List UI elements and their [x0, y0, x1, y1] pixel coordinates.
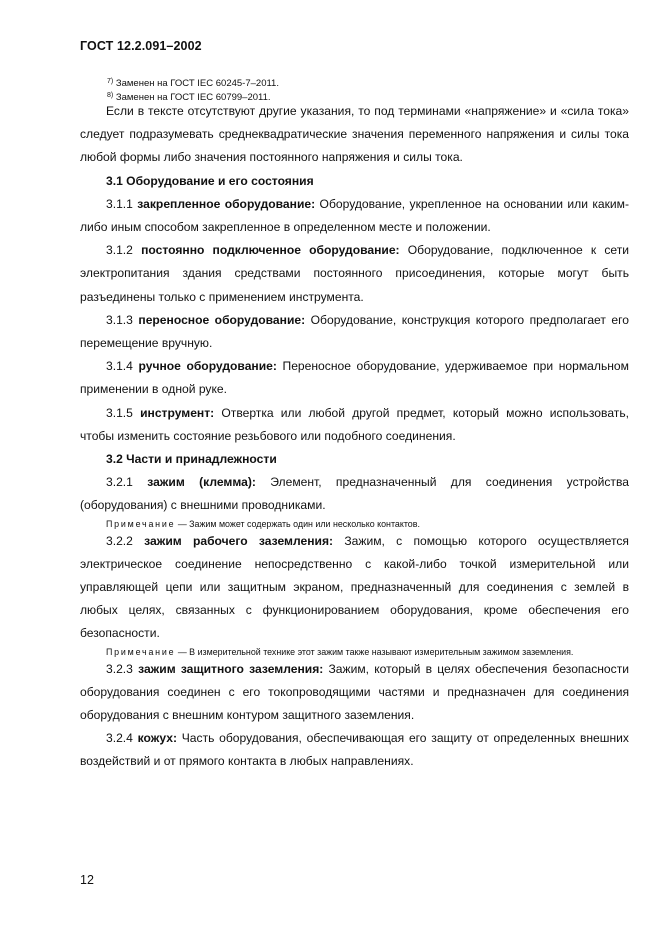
term-3-2-4: [80, 727, 629, 773]
clause-number: 3.1.4: [106, 359, 133, 374]
footnote-text: Заменен на ГОСТ IEC 60799–2011.: [115, 92, 271, 103]
clause-number: 3.1.1: [106, 196, 133, 211]
clause-number: 3.1.2: [106, 243, 133, 258]
note-label: Примечание: [106, 646, 176, 657]
term-3-2-1: [80, 471, 629, 517]
page-number: 12: [80, 873, 94, 887]
footnote-7: [107, 76, 279, 90]
term-3-2-2: [80, 530, 629, 646]
footnote-mark: 7): [107, 78, 114, 85]
term-label: инструмент:: [140, 405, 215, 420]
document-header: ГОСТ 12.2.091–2002: [80, 39, 202, 53]
term-definition: Оборудование, конструкция которого предполагает его перемещение вручную.: [80, 312, 629, 351]
footnote-mark: 8): [107, 92, 114, 99]
term-3-1-2: [80, 239, 629, 309]
note-label: Примечание: [106, 518, 176, 529]
term-definition: Оборудование, подключенное к сети электропитания здания средствами постоянного присоединения, которые могут быть разъединены только с применением инструмента.: [80, 243, 629, 304]
term-3-1-5: [80, 402, 629, 448]
term-definition: Оборудование, укрепленное на основании или каким-либо иным способом закрепленное в определенном месте и положении.: [80, 196, 629, 235]
term-label: зажим (клемма):: [147, 475, 256, 490]
note-3-2-1: [80, 518, 629, 530]
footnote-text: Заменен на ГОСТ IEC 60245-7–2011.: [115, 78, 279, 89]
intro-paragraph: Если в тексте отсутствуют другие указания, то под терминами «напряжение» и «сила тока» следует подразумевать среднеквадратические значения переменного напряжения и силы тока любой формы либо значения постоянного напряжения и силы тока.: [80, 104, 629, 165]
term-definition: Зажим, с помощью которого осуществляется электрическое соединение непосредственно с какой-либо точкой измерительной или управляющей цепи или защитным экраном, предназначенный для соединения с землей в любых целях, связанных с функционированием оборудования, кроме обеспечения его безопасности.: [80, 533, 629, 641]
term-definition: Часть оборудования, обеспечивающая его защиту от определенных внешних воздействий и от прямого контакта в любых направлениях.: [80, 731, 629, 769]
note-text: — Зажим может содержать один или несколько контактов.: [177, 518, 420, 529]
term-label: ручное оборудование:: [138, 359, 277, 374]
term-label: закрепленное оборудование:: [137, 196, 316, 211]
clause-number: 3.1.5: [106, 405, 133, 420]
document-body: [80, 100, 629, 774]
term-definition: Элемент, предназначенный для соединения устройства (оборудования) с внешними проводниками.: [80, 475, 629, 513]
clause-number: 3.2.2: [106, 533, 133, 548]
term-3-1-4: [80, 355, 629, 401]
term-label: зажим рабочего заземления:: [144, 533, 334, 548]
term-3-2-3: [80, 658, 629, 728]
term-label: переносное оборудование:: [138, 312, 306, 327]
clause-number: 3.2.1: [106, 475, 133, 490]
clause-number: 3.2.3: [106, 661, 133, 676]
clause-number: 3.1.3: [106, 312, 133, 327]
term-label: кожух:: [137, 731, 177, 746]
section-heading-3-1: 3.1 Оборудование и его состояния: [106, 173, 314, 188]
clause-number: 3.2.4: [106, 731, 133, 746]
note-text: — В измерительной технике этот зажим также называют измерительным зажимом заземления.: [177, 646, 574, 657]
term-definition: Зажим, который в целях обеспечения безопасности оборудования соединен с его токопроводящими частями и предназначен для соединения оборудования с внешним контуром защитного заземления.: [80, 661, 629, 723]
term-definition: Переносное оборудование, удерживаемое при нормальном применении в одной руке.: [80, 359, 629, 397]
term-3-1-3: [80, 309, 629, 355]
section-heading-3-2: 3.2 Части и принадлежности: [106, 452, 277, 467]
term-label: зажим защитного заземления:: [138, 661, 324, 676]
note-3-2-2: [80, 646, 629, 658]
term-label: постоянно подключенное оборудование:: [141, 243, 400, 258]
term-definition: Отвертка или любой другой предмет, который можно использовать, чтобы изменить состояние резьбового или подобного соединения.: [80, 405, 629, 443]
term-3-1-1: [80, 193, 629, 239]
